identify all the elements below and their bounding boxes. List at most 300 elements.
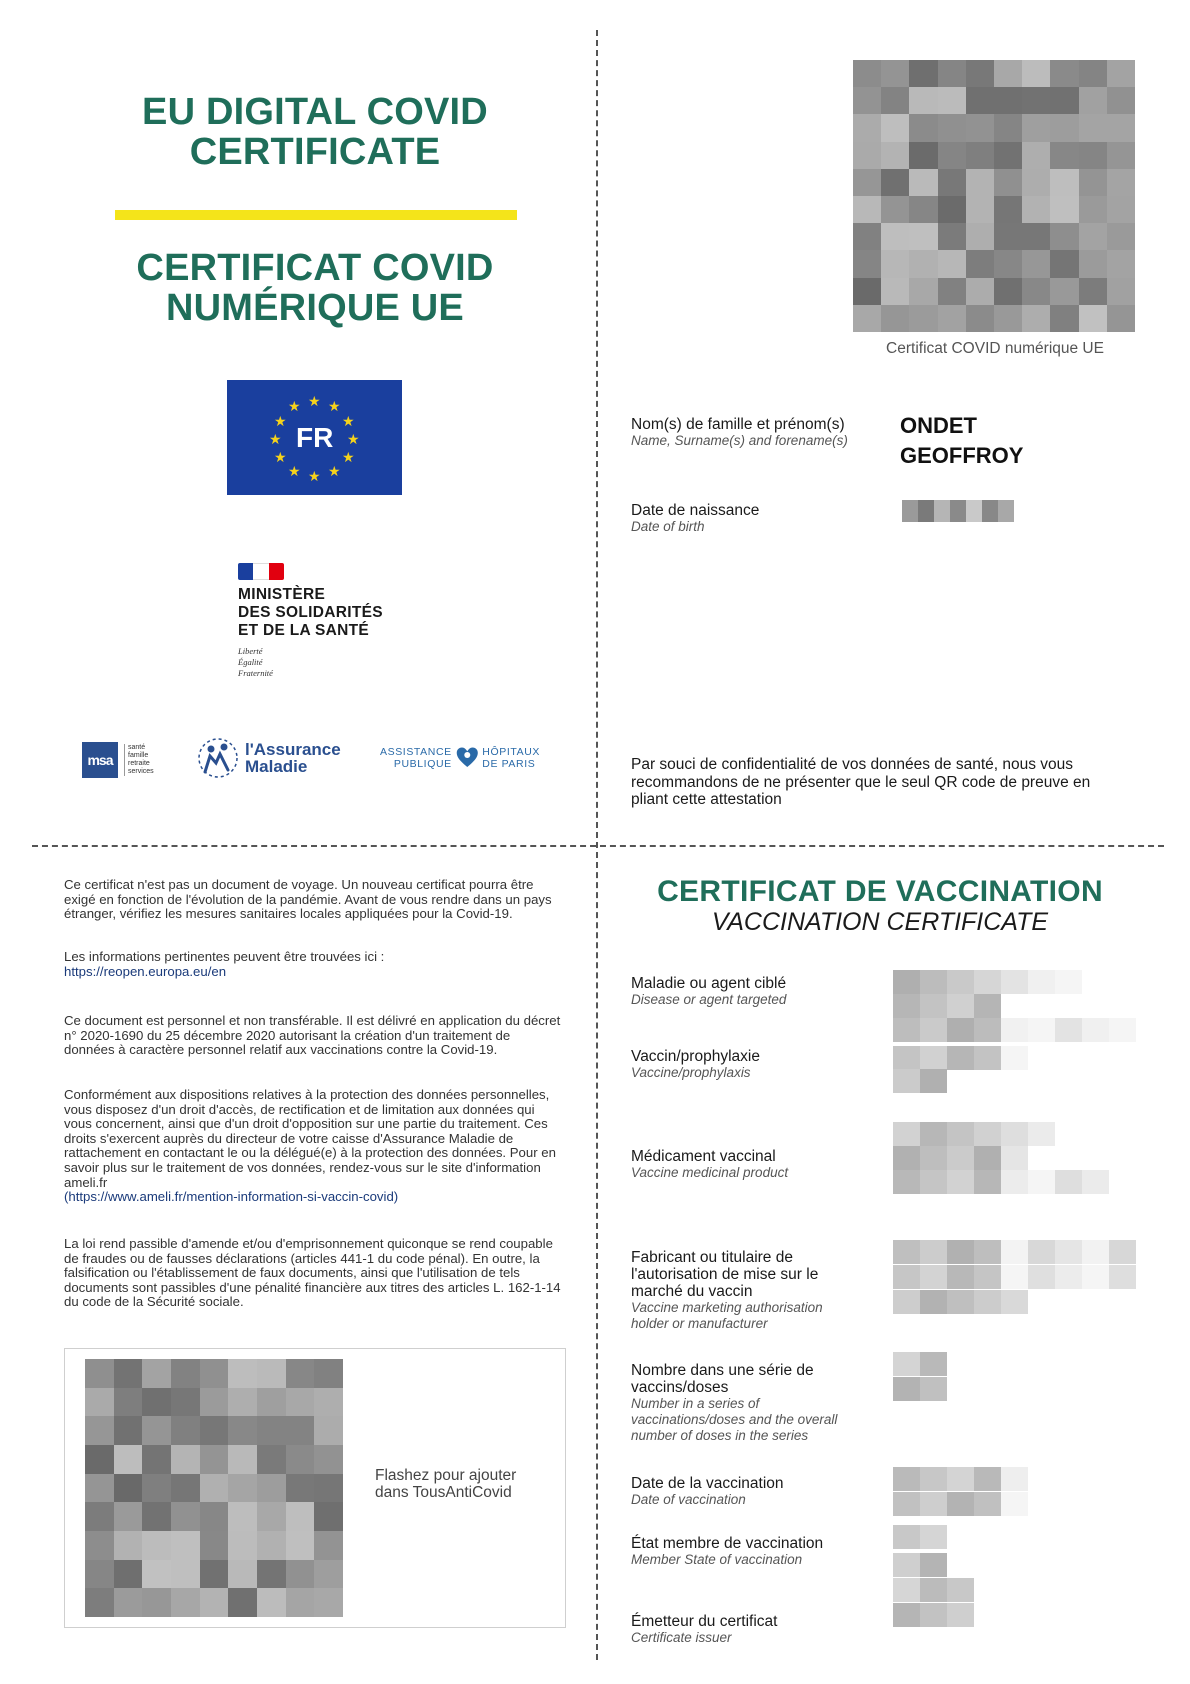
surname-value: ONDET xyxy=(900,413,977,438)
ministry-logo xyxy=(238,563,408,679)
pixel-block xyxy=(85,1416,114,1445)
info-paragraph-2-text: Les informations pertinentes peuvent être trouvées ici : xyxy=(64,949,385,964)
eu-star-icon: ★ xyxy=(347,431,360,447)
redacted-row xyxy=(893,1377,947,1401)
field-name xyxy=(631,416,891,449)
pixel-block xyxy=(966,87,994,114)
pixel-block xyxy=(881,169,909,196)
redacted-row xyxy=(893,1525,947,1549)
pixel-block xyxy=(142,1445,171,1474)
dob-value-redacted xyxy=(902,500,1014,522)
title-fr xyxy=(100,248,530,328)
pixel-block xyxy=(1055,1018,1082,1042)
pixel-block xyxy=(1022,169,1050,196)
vacc-field-date: Date de la vaccination Date of vaccination xyxy=(631,1475,784,1507)
pixel-block xyxy=(966,250,994,277)
pixel-block xyxy=(257,1445,286,1474)
pixel-block xyxy=(286,1359,315,1388)
redacted-row xyxy=(893,1467,1028,1491)
pixel-block xyxy=(171,1560,200,1589)
pixel-block xyxy=(909,223,937,250)
pixel-block xyxy=(909,169,937,196)
eu-star-icon: ★ xyxy=(342,449,355,465)
pixel-block xyxy=(893,1069,920,1093)
pixel-block xyxy=(947,1290,974,1314)
vacc-field-doses: Nombre dans une série de vaccins/doses Number in a series of vaccinations/doses and the overall number of doses in the series xyxy=(631,1362,838,1443)
pixel-block xyxy=(920,1265,947,1289)
pixel-block xyxy=(1001,1046,1028,1070)
pixel-block xyxy=(200,1416,229,1445)
title-en-line1: EU DIGITAL COVID xyxy=(142,91,488,133)
pixel-block xyxy=(881,142,909,169)
pixel-block xyxy=(1109,1240,1136,1264)
pixel-block xyxy=(853,87,881,114)
devise-egalite: Égalité xyxy=(238,657,263,667)
redacted-row xyxy=(893,1352,947,1376)
pixel-block xyxy=(966,169,994,196)
assurance-maladie-line2: Maladie xyxy=(245,757,308,776)
pixel-block xyxy=(257,1474,286,1503)
qr-caption: Certificat COVID numérique UE xyxy=(886,340,1104,357)
pixel-block xyxy=(938,114,966,141)
pixel-block xyxy=(142,1416,171,1445)
pixel-block xyxy=(1055,1240,1082,1264)
pixel-block xyxy=(1055,1170,1082,1194)
pixel-block xyxy=(1079,169,1107,196)
vacc-field-disease: Maladie ou agent ciblé Disease or agent targeted xyxy=(631,975,787,1007)
pixel-block xyxy=(1107,114,1135,141)
pixel-block xyxy=(200,1474,229,1503)
pixel-block xyxy=(114,1416,143,1445)
pixel-block xyxy=(1028,1265,1055,1289)
pixel-block xyxy=(920,994,947,1018)
pixel-block xyxy=(920,1525,947,1549)
pixel-block xyxy=(85,1388,114,1417)
pixel-block xyxy=(114,1474,143,1503)
pixel-block xyxy=(228,1416,257,1445)
pixel-block xyxy=(920,1467,947,1491)
redacted-row xyxy=(893,1046,1028,1070)
redacted-row xyxy=(893,1018,1136,1042)
pixel-block xyxy=(257,1359,286,1388)
dob-label-fr: Date de naissance xyxy=(631,502,760,519)
pixel-block xyxy=(881,60,909,87)
redacted-row xyxy=(893,1146,1028,1170)
pixel-block xyxy=(938,142,966,169)
field-dob xyxy=(631,502,891,535)
pixel-block xyxy=(881,305,909,332)
aphp-heart-icon xyxy=(456,743,479,773)
name-label-en: Name, Surname(s) and forename(s) xyxy=(631,433,848,448)
pixel-block xyxy=(881,87,909,114)
pixel-block xyxy=(947,1122,974,1146)
vaccination-title xyxy=(630,876,1130,936)
pixel-block xyxy=(893,1467,920,1491)
pixel-block xyxy=(171,1359,200,1388)
eu-flag xyxy=(227,380,402,495)
vacc-field-member-state: État membre de vaccination Member State of vaccination xyxy=(631,1535,824,1567)
pixel-block xyxy=(853,114,881,141)
pixel-block xyxy=(853,169,881,196)
marianne-flag-icon xyxy=(238,563,284,580)
devise-fraternite: Fraternité xyxy=(238,668,273,678)
pixel-block xyxy=(853,223,881,250)
pixel-block xyxy=(1050,142,1078,169)
redacted-row xyxy=(893,1069,947,1093)
pixel-block xyxy=(909,196,937,223)
pixel-block xyxy=(1022,142,1050,169)
pixel-block xyxy=(1050,223,1078,250)
pixel-block xyxy=(200,1588,229,1617)
pixel-block xyxy=(893,970,920,994)
pixel-block xyxy=(1001,1122,1028,1146)
pixel-block xyxy=(1082,1265,1109,1289)
pixel-block xyxy=(171,1445,200,1474)
pixel-block xyxy=(314,1416,343,1445)
pixel-block xyxy=(994,250,1022,277)
redacted-row xyxy=(893,1603,974,1627)
qr-hint xyxy=(375,1467,516,1501)
pixel-block xyxy=(938,305,966,332)
pixel-block xyxy=(938,223,966,250)
pixel-block xyxy=(1079,278,1107,305)
pixel-block xyxy=(228,1502,257,1531)
pixel-block xyxy=(1079,196,1107,223)
logo-msa: msa santé famille retraite services xyxy=(82,742,162,778)
pixel-block xyxy=(314,1474,343,1503)
eu-star-icon: ★ xyxy=(328,398,341,414)
pixel-block xyxy=(853,278,881,305)
pixel-block xyxy=(881,114,909,141)
pixel-block xyxy=(1055,1265,1082,1289)
pixel-block xyxy=(1022,114,1050,141)
pixel-block xyxy=(881,278,909,305)
pixel-block xyxy=(974,1170,1001,1194)
pixel-block xyxy=(893,1352,920,1376)
qr-code-tousanticovid xyxy=(85,1359,343,1617)
pixel-block xyxy=(881,223,909,250)
pixel-block xyxy=(314,1359,343,1388)
pixel-block xyxy=(947,1170,974,1194)
pixel-block xyxy=(920,1146,947,1170)
pixel-block xyxy=(909,114,937,141)
pixel-block xyxy=(947,994,974,1018)
pixel-block xyxy=(286,1502,315,1531)
pixel-block xyxy=(286,1560,315,1589)
pixel-block xyxy=(1050,196,1078,223)
pixel-block xyxy=(85,1588,114,1617)
pixel-block xyxy=(257,1531,286,1560)
pixel-block xyxy=(1022,223,1050,250)
fold-line-horizontal xyxy=(32,845,1164,847)
pixel-block xyxy=(947,1467,974,1491)
pixel-block xyxy=(966,114,994,141)
pixel-block xyxy=(1107,142,1135,169)
pixel-block xyxy=(893,1046,920,1070)
pixel-block xyxy=(228,1359,257,1388)
pixel-block xyxy=(1022,87,1050,114)
name-label-fr: Nom(s) de famille et prénom(s) xyxy=(631,416,845,433)
pixel-block xyxy=(909,250,937,277)
pixel-block xyxy=(1001,1265,1028,1289)
pixel-block xyxy=(994,60,1022,87)
pixel-block xyxy=(1022,278,1050,305)
pixel-block xyxy=(938,169,966,196)
pixel-block xyxy=(200,1560,229,1589)
pixel-block xyxy=(200,1445,229,1474)
pixel-block xyxy=(1022,250,1050,277)
pixel-block xyxy=(920,1553,947,1577)
pixel-block xyxy=(893,1525,920,1549)
ministry-line2: DES SOLIDARITÉS xyxy=(238,604,383,621)
pixel-block xyxy=(947,1146,974,1170)
pixel-block xyxy=(920,1603,947,1627)
vaccination-title-fr: CERTIFICAT DE VACCINATION xyxy=(657,875,1103,908)
pixel-block xyxy=(314,1502,343,1531)
redacted-row xyxy=(893,994,1001,1018)
pixel-block xyxy=(1107,223,1135,250)
pixel-block xyxy=(1079,142,1107,169)
pixel-block xyxy=(947,1492,974,1516)
pixel-block xyxy=(994,114,1022,141)
pixel-block xyxy=(1050,60,1078,87)
vacc-field-prophylaxis: Vaccin/prophylaxie Vaccine/prophylaxis xyxy=(631,1048,760,1080)
pixel-block xyxy=(85,1445,114,1474)
pixel-block xyxy=(286,1588,315,1617)
pixel-block xyxy=(1107,60,1135,87)
pixel-block xyxy=(1028,970,1055,994)
eu-star-icon: ★ xyxy=(308,468,321,484)
pixel-block xyxy=(966,305,994,332)
pixel-block xyxy=(881,196,909,223)
pixel-block xyxy=(314,1531,343,1560)
pixel-block xyxy=(974,1492,1001,1516)
pixel-block xyxy=(1107,169,1135,196)
pixel-block xyxy=(286,1445,315,1474)
pixel-block xyxy=(171,1388,200,1417)
pixel-block xyxy=(994,196,1022,223)
pixel-block xyxy=(1022,305,1050,332)
pixel-block xyxy=(974,1265,1001,1289)
pixel-block xyxy=(893,1553,920,1577)
vacc-field-manufacturer: Fabricant ou titulaire de l'autorisation de mise sur le marché du vaccin Vaccine marketing authorisation holder or manufacturer xyxy=(631,1249,823,1331)
pixel-block xyxy=(1001,1018,1028,1042)
yellow-divider xyxy=(115,210,517,220)
pixel-block xyxy=(974,1467,1001,1491)
pixel-block xyxy=(938,87,966,114)
dob-label-en: Date of birth xyxy=(631,519,705,534)
eu-star-icon: ★ xyxy=(308,393,321,409)
eu-star-icon: ★ xyxy=(328,463,341,479)
eu-star-icon: ★ xyxy=(269,431,282,447)
pixel-block xyxy=(1079,114,1107,141)
title-en xyxy=(100,92,530,172)
pixel-block xyxy=(1079,250,1107,277)
redacted-row xyxy=(893,1122,1055,1146)
pixel-block xyxy=(966,142,994,169)
pixel-block xyxy=(947,1603,974,1627)
pixel-block xyxy=(257,1416,286,1445)
pixel-block xyxy=(893,1170,920,1194)
vacc-field-product: Médicament vaccinal Vaccine medicinal product xyxy=(631,1148,789,1180)
eu-star-icon: ★ xyxy=(274,449,287,465)
pixel-block xyxy=(994,223,1022,250)
pixel-block xyxy=(994,87,1022,114)
pixel-block xyxy=(1107,196,1135,223)
pixel-block xyxy=(1079,87,1107,114)
pixel-block xyxy=(920,970,947,994)
eu-star-icon: ★ xyxy=(274,413,287,429)
pixel-block xyxy=(1050,278,1078,305)
pixel-block xyxy=(938,60,966,87)
info-paragraph-4-text: Conformément aux dispositions relatives à la protection des données personnelles, vous disposez d'un droit d'accès, de rectification et de limitation aux données qui vous concernent, ainsi que d'un droit d'opposition sur une partie du traitement. Ces droits s'exercent auprès du directeur de votre caisse d'Assurance Maladie de rattachement en contactant le ou la délégué(e) à la protection des données. Pour en savoir plus sur le traitement de vos données, rendez-vous sur le site d'information ameli.fr xyxy=(64,1087,556,1190)
pixel-block xyxy=(974,1240,1001,1264)
logo-assurance-maladie xyxy=(195,736,345,780)
pixel-block xyxy=(257,1560,286,1589)
pixel-block xyxy=(114,1560,143,1589)
pixel-block xyxy=(920,1377,947,1401)
pixel-block xyxy=(114,1588,143,1617)
pixel-block xyxy=(114,1359,143,1388)
pixel-block xyxy=(286,1531,315,1560)
pixel-block xyxy=(966,223,994,250)
redacted-row xyxy=(893,1553,947,1577)
pixel-block xyxy=(200,1388,229,1417)
pixel-block xyxy=(974,1290,1001,1314)
info-paragraph-5: La loi rend passible d'amende et/ou d'emprisonnement quiconque se rend coupable de fraudes ou de fausses déclarations (articles 441-1 du code pénal). En outre, la falsification ou l'établissement de faux documents, ainsi que l'utilisation de tels documents sont passibles d'une pénalité financière aux titres des articles L. 162-1-14 du code de la Sécurité sociale. xyxy=(64,1236,561,1310)
pixel-block xyxy=(1082,1018,1109,1042)
flag-country-code: FR xyxy=(296,422,334,453)
pixel-block xyxy=(1001,1146,1028,1170)
title-fr-line2: NUMÉRIQUE UE xyxy=(166,287,464,329)
pixel-block xyxy=(1028,1240,1055,1264)
pixel-block xyxy=(974,1146,1001,1170)
pixel-block xyxy=(881,250,909,277)
pixel-block xyxy=(893,1146,920,1170)
pixel-block xyxy=(171,1588,200,1617)
pixel-block xyxy=(142,1474,171,1503)
title-en-line2: CERTIFICATE xyxy=(189,131,441,173)
pixel-block xyxy=(893,1377,920,1401)
pixel-block xyxy=(909,305,937,332)
pixel-block xyxy=(947,1578,974,1602)
pixel-block xyxy=(257,1502,286,1531)
pixel-block xyxy=(1028,1170,1055,1194)
pixel-block xyxy=(893,1603,920,1627)
pixel-block xyxy=(142,1588,171,1617)
pixel-block xyxy=(920,1069,947,1093)
ministry-line3: ET DE LA SANTÉ xyxy=(238,622,370,639)
pixel-block xyxy=(314,1388,343,1417)
pixel-block xyxy=(938,196,966,223)
ameli-link[interactable]: (https://www.ameli.fr/mention-information-si-vaccin-covid) xyxy=(64,1189,399,1205)
pixel-block xyxy=(853,196,881,223)
pixel-block xyxy=(85,1502,114,1531)
redacted-row xyxy=(893,1170,1109,1194)
pixel-block xyxy=(909,278,937,305)
pixel-block xyxy=(286,1474,315,1503)
pixel-block xyxy=(1079,60,1107,87)
pixel-block xyxy=(1022,60,1050,87)
pixel-block xyxy=(947,970,974,994)
vaccination-title-en: VACCINATION CERTIFICATE xyxy=(711,908,1049,936)
qr-code-main xyxy=(853,60,1135,332)
pixel-block xyxy=(1001,1290,1028,1314)
pixel-block xyxy=(893,1578,920,1602)
pixel-block xyxy=(200,1502,229,1531)
pixel-block xyxy=(974,1018,1001,1042)
pixel-block xyxy=(114,1502,143,1531)
pixel-block xyxy=(142,1359,171,1388)
pixel-block xyxy=(171,1531,200,1560)
redacted-row xyxy=(893,1290,1028,1314)
pixel-block xyxy=(1107,305,1135,332)
pixel-block xyxy=(947,1240,974,1264)
pixel-block xyxy=(1050,114,1078,141)
pixel-block xyxy=(314,1445,343,1474)
pixel-block xyxy=(1050,169,1078,196)
pixel-block xyxy=(286,1388,315,1417)
pixel-block xyxy=(1109,1265,1136,1289)
pixel-block xyxy=(994,142,1022,169)
field-name-value xyxy=(900,411,1023,471)
redacted-row xyxy=(893,970,1082,994)
pixel-block xyxy=(200,1359,229,1388)
pixel-block xyxy=(974,1046,1001,1070)
pixel-block xyxy=(1028,1122,1055,1146)
qr-hint-line1: Flashez pour ajouter xyxy=(375,1467,517,1484)
pixel-block xyxy=(920,1122,947,1146)
pixel-block xyxy=(1001,970,1028,994)
pixel-block xyxy=(1082,1170,1109,1194)
pixel-block xyxy=(1001,1170,1028,1194)
redacted-row xyxy=(893,1492,1028,1516)
pixel-block xyxy=(1050,305,1078,332)
pixel-block xyxy=(947,1046,974,1070)
pixel-block xyxy=(85,1359,114,1388)
pixel-block xyxy=(909,142,937,169)
eu-star-icon: ★ xyxy=(288,463,301,479)
pixel-block xyxy=(1028,1018,1055,1042)
pixel-block xyxy=(893,1290,920,1314)
pixel-block xyxy=(920,1018,947,1042)
pixel-block xyxy=(947,1018,974,1042)
pixel-block xyxy=(142,1502,171,1531)
pixel-block xyxy=(85,1531,114,1560)
pixel-block xyxy=(257,1388,286,1417)
vacc-field-issuer: Émetteur du certificat Certificate issuer xyxy=(631,1613,778,1645)
pixel-block xyxy=(909,60,937,87)
pixel-block xyxy=(1107,278,1135,305)
info-paragraph-2 xyxy=(64,950,564,979)
reopen-link[interactable]: https://reopen.europa.eu/en xyxy=(64,963,227,979)
ministry-line1: MINISTÈRE xyxy=(238,586,326,603)
pixel-block xyxy=(228,1445,257,1474)
pixel-block xyxy=(171,1416,200,1445)
pixel-block xyxy=(1001,1240,1028,1264)
qr-hint-line2: dans TousAntiCovid xyxy=(375,1484,512,1501)
pixel-block xyxy=(966,196,994,223)
pixel-block xyxy=(920,1578,947,1602)
pixel-block xyxy=(853,305,881,332)
privacy-note: Par souci de confidentialité de vos données de santé, nous vous recommandons de ne présenter que le seul QR code de preuve en pliant cette attestation xyxy=(631,756,1091,808)
pixel-block xyxy=(314,1588,343,1617)
pixel-block xyxy=(920,1170,947,1194)
pixel-block xyxy=(228,1388,257,1417)
pixel-block xyxy=(938,278,966,305)
pixel-block xyxy=(1109,1018,1136,1042)
pixel-block xyxy=(142,1560,171,1589)
